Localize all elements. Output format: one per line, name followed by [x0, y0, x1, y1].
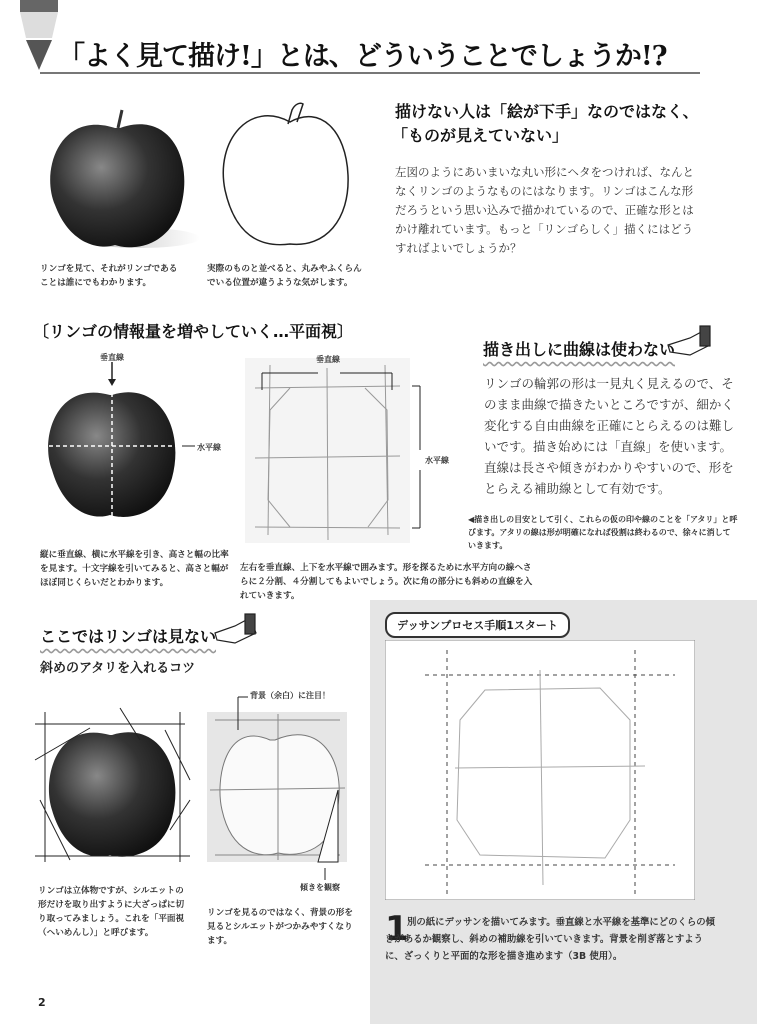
apple-photo-3	[35, 708, 190, 862]
section-subheading: 斜めのアタリを入れるコツ	[40, 661, 196, 676]
process-badge: デッサンプロセス手順1スタート	[385, 612, 570, 638]
apple-photo-1	[50, 110, 200, 248]
label-background: 背景（余白）に注目！	[250, 691, 330, 700]
caption-sketch-grid: 左右を垂直線、上下を水平線で囲みます。形を探るために水平方向の線へさらに２分割、４分割してもよいでしょう。次に角の部分にも斜めの直線を入れていきます。	[240, 563, 533, 601]
intro-heading-line1: 描けない人は「絵が下手」なのではなく、	[395, 102, 699, 121]
process-sketch-image	[385, 640, 695, 900]
apple-sketch-grid	[245, 358, 420, 543]
caption-apple-crosshair: 縦に垂直線、横に水平線を引き、高さと幅の比率を見ます。十文字線を引いてみると、高さと幅がほぼ同じくらいだとわかります。	[40, 550, 229, 588]
atari-note: ◀描き出しの目安として引く、これらの仮の印や線のことを「アタリ」と呼びます。アタリの線は形が明確になれば役割は終わるので、徐々に消していきます。	[468, 515, 738, 550]
intro-heading-line2: 「ものが見えていない」	[392, 126, 569, 145]
caption-background: リンゴを見るのではなく、背景の形を見るとシルエットがつかみやすくなります。	[207, 908, 353, 946]
apple-outline-drawing	[223, 103, 348, 244]
tip-body: リンゴの輪郭の形は一見丸く見えるので、そのまま曲線で描きたいところですが、細かく変化する自由曲線を正確にとらえるのは難しいです。描き始めには「直線」を使います。直線は長さや傾きがわかりやすいので、形をとらえる補助線として有効です。	[484, 376, 735, 496]
section-heading-plane-view: 〔リンゴの情報量を増やしていく…平面視〕	[33, 322, 354, 341]
label-tilt: 傾きを観察	[300, 883, 340, 892]
label-horizontal-line: 水平線	[197, 443, 221, 452]
background-sketch	[207, 697, 347, 880]
page-number: 2	[38, 996, 46, 1009]
caption-apple-photo: リンゴを見て、それがリンゴであることは誰にでもわかります。	[40, 264, 178, 288]
pointing-hand-icon-2	[215, 614, 256, 643]
caption-apple-outline: 実際のものと並べると、丸みやふくらんでいる位置が違うような気がします。	[207, 264, 362, 288]
page-title: 「よく見て描け!」とは、どういうことでしょうか!?	[58, 41, 667, 72]
step-number: 1	[385, 909, 409, 949]
intro-body: 左図のようにあいまいな丸い形にヘタをつければ、なんとなくリンゴのようなものにはなります。リンゴはこんな形だろうという思い込みで描かれているので、正確な形とはかけ離れています。もっと「リンゴらしく」描くにはどうすればよいでしょうか？	[395, 165, 694, 255]
label-vertical-line-sketch: 垂直線	[316, 355, 340, 364]
tip-heading: 描き出しに曲線は使わない	[483, 340, 676, 359]
section-heading-dont-look: ここではリンゴは見ない	[40, 627, 217, 646]
caption-silhouette: リンゴは立体物ですが、シルエットの形だけを取り出すように大ざっぱに切り取ってみましょう。これを「平面視（へいめんし）」と呼びます。	[38, 886, 185, 938]
step-text: 別の紙にデッサンを描いてみます。垂直線と水平線を基準にどのくらの傾きがあるか観察し、斜めの補助線を引いていきます。背景を削ぎ落とすように、ざっくりと平面的な形を描き進めます（3B 使用）。	[385, 917, 715, 962]
label-horizontal-line-sketch: 水平線	[425, 456, 449, 465]
apple-photo-2	[42, 362, 195, 525]
label-vertical-line: 垂直線	[100, 353, 124, 362]
